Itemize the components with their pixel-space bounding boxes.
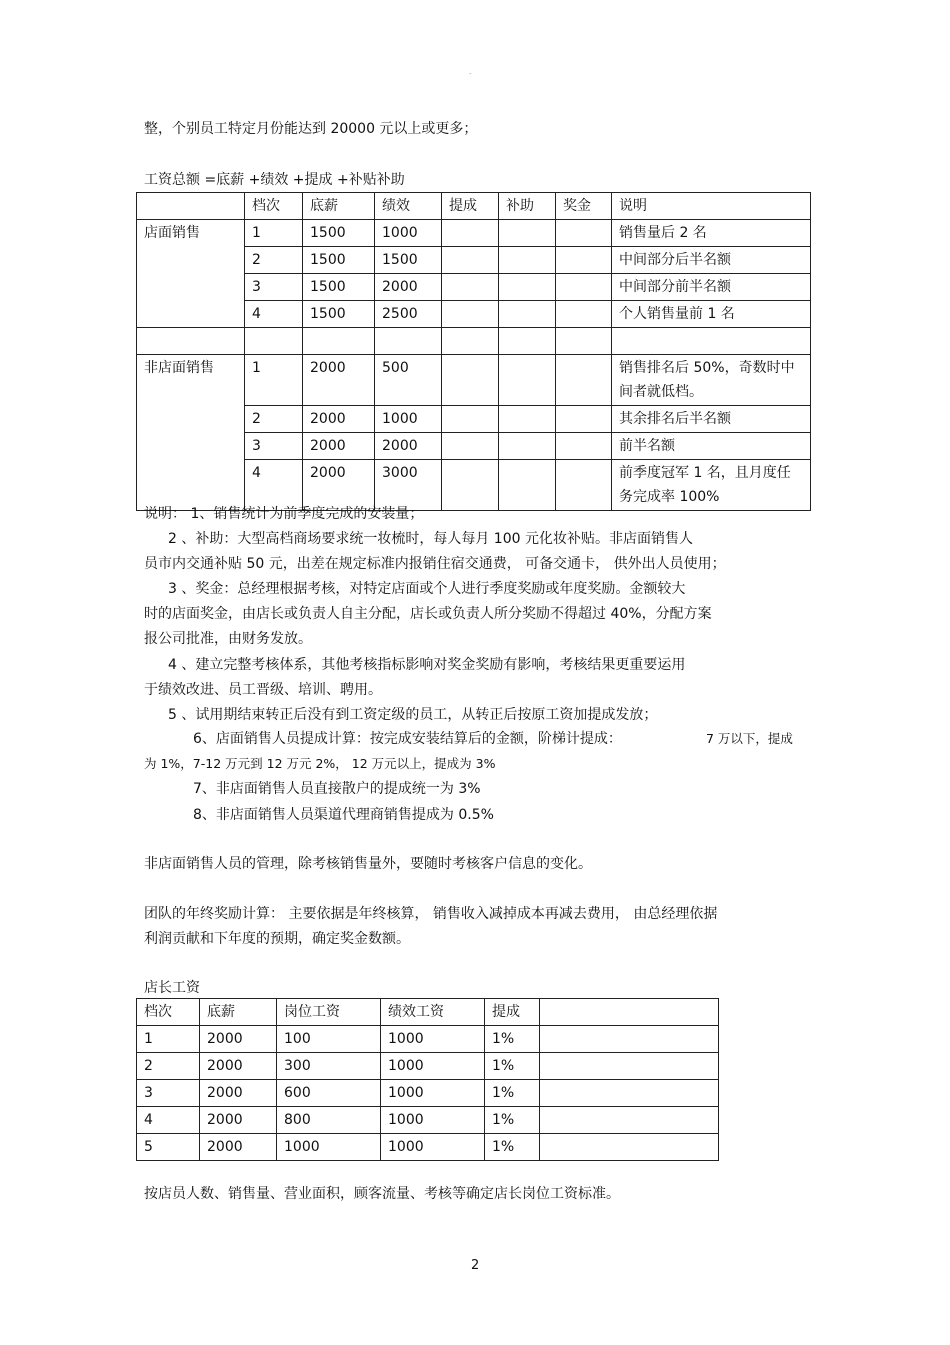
note-3-line-1: 3 、奖金：总经理根据考核，对特定店面或个人进行季度奖励或年度奖励。金额较大 — [168, 581, 686, 597]
grade-cell: 1 — [245, 220, 303, 247]
note-cell: 中间部分后半名额 — [612, 247, 811, 274]
grade-cell: 2 — [245, 247, 303, 274]
empty-cell — [137, 328, 245, 355]
empty-cell — [499, 433, 556, 460]
manager-salary-table — [136, 998, 719, 1161]
grade-cell: 3 — [245, 274, 303, 301]
empty-cell — [556, 460, 612, 511]
empty-cell — [556, 355, 612, 406]
cell: 1000 — [381, 1080, 485, 1107]
grade-cell: 4 — [245, 301, 303, 328]
header-cell: 奖金 — [556, 193, 612, 220]
note-7: 7、非店面销售人员直接散户的提成统一为 3% — [193, 781, 481, 797]
base-cell: 1500 — [303, 274, 375, 301]
table-header-row — [137, 999, 719, 1026]
empty-cell — [499, 355, 556, 406]
perf-cell: 3000 — [375, 460, 442, 511]
empty-cell — [556, 406, 612, 433]
empty-cell — [442, 328, 499, 355]
top-mark: - — [469, 70, 472, 78]
base-cell: 2000 — [303, 355, 375, 406]
empty-cell — [556, 433, 612, 460]
note-6-line-1-tail: 7 万以下，提成 — [706, 731, 793, 746]
perf-cell: 2500 — [375, 301, 442, 328]
cell: 1% — [485, 1107, 540, 1134]
empty-cell — [442, 433, 499, 460]
note-5: 5 、试用期结束转正后没有到工资定级的员工，从转正后按原工资加提成发放； — [168, 707, 658, 723]
empty-cell — [556, 247, 612, 274]
grade-cell: 1 — [245, 355, 303, 406]
note-cell: 其余排名后半名额 — [612, 406, 811, 433]
empty-cell — [375, 328, 442, 355]
cell: 1% — [485, 1026, 540, 1053]
base-cell: 1500 — [303, 220, 375, 247]
cell: 100 — [277, 1026, 381, 1053]
cell — [540, 1080, 719, 1107]
header-cell: 档次 — [137, 999, 200, 1026]
empty-cell — [612, 328, 811, 355]
header-cell: 档次 — [245, 193, 303, 220]
empty-cell — [499, 274, 556, 301]
cell: 1000 — [381, 1107, 485, 1134]
perf-cell: 1500 — [375, 247, 442, 274]
grade-cell: 3 — [245, 433, 303, 460]
cell: 1000 — [277, 1134, 381, 1161]
grade-cell: 2 — [245, 406, 303, 433]
intro-line: 整，个别员工特定月份能达到 20000 元以上或更多； — [144, 121, 478, 137]
table-header-row — [137, 193, 811, 220]
cell: 2000 — [200, 1134, 277, 1161]
empty-cell — [442, 355, 499, 406]
paragraph-team-line-1: 团队的年终奖励计算： 主要依据是年终核算， 销售收入减掉成本再减去费用， 由总经理依据 — [144, 906, 718, 922]
header-cell — [540, 999, 719, 1026]
cell: 2000 — [200, 1107, 277, 1134]
empty-cell — [499, 301, 556, 328]
empty-cell — [499, 220, 556, 247]
cell: 800 — [277, 1107, 381, 1134]
note-cell: 前半名额 — [612, 433, 811, 460]
note-3-line-2: 时的店面奖金，由店长或负责人自主分配，店长或负责人所分奖励不得超过 40%，分配方案 — [144, 606, 712, 622]
note-cell: 销售排名后 50%，奇数时中间者就低档。 — [612, 355, 811, 406]
cell: 2000 — [200, 1080, 277, 1107]
base-cell: 1500 — [303, 247, 375, 274]
table-row — [137, 1053, 719, 1080]
base-cell: 2000 — [303, 406, 375, 433]
header-cell: 底薪 — [303, 193, 375, 220]
perf-cell: 500 — [375, 355, 442, 406]
note-2-line-2: 员市内交通补贴 50 元，出差在规定标准内报销住宿交通费， 可备交通卡， 供外出人员使用； — [144, 556, 726, 572]
table-row — [137, 1134, 719, 1161]
cell: 1000 — [381, 1026, 485, 1053]
empty-cell — [303, 328, 375, 355]
note-2-line-1: 2 、补助：大型高档商场要求统一妆梳时，每人每月 100 元化妆补贴。非店面销售人 — [168, 531, 693, 547]
table-row — [137, 1026, 719, 1053]
header-cell: 补助 — [499, 193, 556, 220]
cell — [540, 1134, 719, 1161]
note-6-line-2: 为 1%，7-12 万元到 12 万元 2%， 12 万元以上，提成为 3% — [144, 756, 496, 771]
note-cell: 销售量后 2 名 — [612, 220, 811, 247]
page-number: 2 — [471, 1258, 480, 1273]
empty-cell — [556, 220, 612, 247]
empty-cell — [442, 301, 499, 328]
perf-cell: 2000 — [375, 274, 442, 301]
sales-salary-table — [136, 192, 811, 511]
empty-cell — [245, 328, 303, 355]
cell: 2000 — [200, 1053, 277, 1080]
note-4-line-1: 4 、建立完整考核体系，其他考核指标影响对奖金奖励有影响，考核结果更重要运用 — [168, 657, 686, 673]
header-cell: 提成 — [442, 193, 499, 220]
header-cell: 提成 — [485, 999, 540, 1026]
empty-cell — [499, 328, 556, 355]
cell: 4 — [137, 1107, 200, 1134]
base-cell: 2000 — [303, 433, 375, 460]
table-spacer-row — [137, 328, 811, 355]
empty-cell — [442, 406, 499, 433]
perf-cell: 1000 — [375, 406, 442, 433]
table-row — [137, 1107, 719, 1134]
base-cell: 1500 — [303, 301, 375, 328]
empty-cell — [442, 274, 499, 301]
cell: 1% — [485, 1080, 540, 1107]
cell: 1% — [485, 1134, 540, 1161]
header-cell: 底薪 — [200, 999, 277, 1026]
cell: 2000 — [200, 1026, 277, 1053]
manager-salary-title: 店长工资 — [144, 980, 200, 996]
cell — [540, 1053, 719, 1080]
note-cell: 中间部分前半名额 — [612, 274, 811, 301]
closing-paragraph: 按店员人数、销售量、营业面积，顾客流量、考核等确定店长岗位工资标准。 — [144, 1186, 620, 1202]
empty-cell — [499, 247, 556, 274]
empty-cell — [499, 460, 556, 511]
note-cell: 前季度冠军 1 名，且月度任务完成率 100% — [612, 460, 811, 511]
cell: 3 — [137, 1080, 200, 1107]
cell: 5 — [137, 1134, 200, 1161]
cell: 1 — [137, 1026, 200, 1053]
cell: 300 — [277, 1053, 381, 1080]
paragraph-nonstore: 非店面销售人员的管理，除考核销售量外，要随时考核客户信息的变化。 — [144, 856, 592, 872]
group-label-nonstore: 非店面销售 — [137, 355, 245, 511]
empty-cell — [556, 301, 612, 328]
note-6-line-1: 6、店面销售人员提成计算：按完成安装结算后的金额，阶梯计提成： — [193, 731, 622, 747]
perf-cell: 2000 — [375, 433, 442, 460]
header-cell: 绩效 — [375, 193, 442, 220]
cell: 1000 — [381, 1053, 485, 1080]
empty-cell — [556, 328, 612, 355]
table-row — [137, 220, 811, 247]
table-row — [137, 355, 811, 406]
note-1: 说明： 1、销售统计为前季度完成的安装量； — [144, 506, 424, 522]
empty-cell — [442, 460, 499, 511]
grade-cell: 4 — [245, 460, 303, 511]
note-8: 8、非店面销售人员渠道代理商销售提成为 0.5% — [193, 807, 494, 823]
perf-cell: 1000 — [375, 220, 442, 247]
empty-cell — [556, 274, 612, 301]
empty-cell — [442, 247, 499, 274]
cell — [540, 1107, 719, 1134]
cell: 600 — [277, 1080, 381, 1107]
empty-cell — [442, 220, 499, 247]
paragraph-team-line-2: 利润贡献和下年度的预期，确定奖金数额。 — [144, 931, 410, 947]
header-cell: 绩效工资 — [381, 999, 485, 1026]
header-cell — [137, 193, 245, 220]
header-cell: 岗位工资 — [277, 999, 381, 1026]
note-3-line-3: 报公司批准，由财务发放。 — [144, 631, 312, 647]
base-cell: 2000 — [303, 460, 375, 511]
group-label-store: 店面销售 — [137, 220, 245, 328]
empty-cell — [499, 406, 556, 433]
cell: 1000 — [381, 1134, 485, 1161]
cell: 2 — [137, 1053, 200, 1080]
note-cell: 个人销售量前 1 名 — [612, 301, 811, 328]
header-cell: 说明 — [612, 193, 811, 220]
table-row — [137, 1080, 719, 1107]
cell — [540, 1026, 719, 1053]
note-4-line-2: 于绩效改进、员工晋级、培训、聘用。 — [144, 682, 382, 698]
salary-formula: 工资总额 =底薪 +绩效 +提成 +补贴补助 — [144, 172, 405, 188]
cell: 1% — [485, 1053, 540, 1080]
